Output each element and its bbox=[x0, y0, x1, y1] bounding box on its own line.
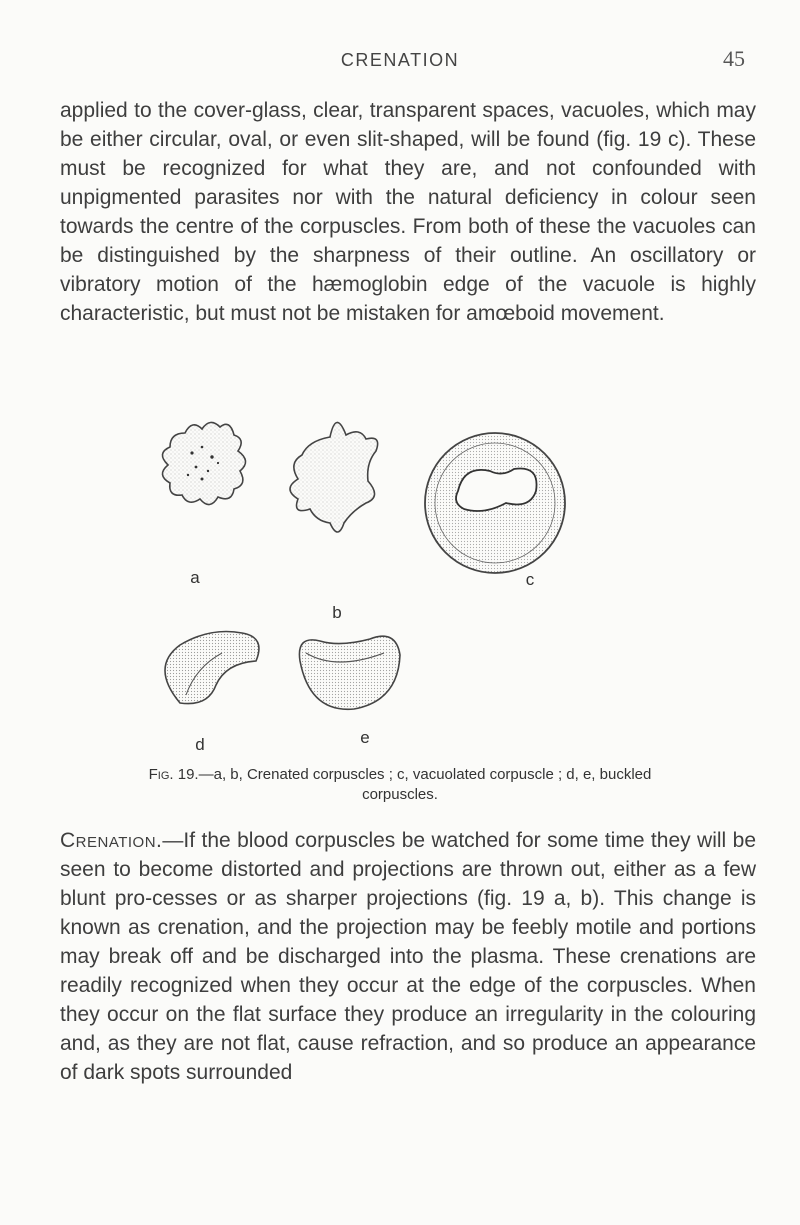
caption-figure-tag: Fig. 19. bbox=[148, 766, 199, 783]
caption-text: —a, b, Crenated corpuscles ; c, vacuolated corpuscle ; d, e, buckled corpuscles. bbox=[198, 766, 652, 803]
running-head: CRENATION bbox=[340, 50, 460, 70]
label-d: d bbox=[195, 735, 205, 754]
corpuscle-e-drawing bbox=[299, 636, 400, 709]
figure-19-drawing bbox=[130, 405, 670, 755]
page-number: 45 bbox=[723, 46, 745, 71]
corpuscle-a-drawing bbox=[162, 422, 245, 504]
paragraph-crenation-text: —If the blood corpuscles be watched for some time they will be seen to become distorted and projections are thrown out, either as a few blunt pro-cesses or as sharper projections (fig. 19 a, b). This change is known as crenation, and the projection may be feebly motile and portions may break off and be discharged into the plasma. These crenations are readily recognized when they occur at the edge of the corpuscles. When they occur on the flat surface they produce an irregularity in the colouring and, as they are not flat, cause refraction, and so produce an appearance of dark spots surrounded bbox=[60, 829, 756, 1084]
corpuscle-c-drawing bbox=[425, 433, 565, 573]
figure-caption bbox=[120, 765, 680, 805]
section-heading-crenation: Crenation. bbox=[60, 829, 163, 852]
paragraph-crenation bbox=[60, 826, 756, 1087]
figure-19 bbox=[130, 405, 670, 755]
label-b: b bbox=[332, 603, 342, 622]
paragraph-vacuoles: applied to the cover-glass, clear, transparent spaces, vacuoles, which may be either circular, oval, or even slit-shaped, will be found (fig. 19 c). These must be recognized for what they are, and not confounded with unpigmented parasites nor with the natural deficiency in colour seen towards the centre of the corpuscles. From both of these the vacuoles can be distinguished by the sharpness of their outline. An oscillatory or vibratory motion of the hæmoglobin edge of the vacuole is highly characteristic, but must not be mistaken for amœboid movement. bbox=[60, 99, 756, 325]
label-e: e bbox=[360, 728, 370, 747]
corpuscle-b-drawing bbox=[290, 422, 378, 532]
label-a: a bbox=[190, 568, 200, 587]
corpuscle-d-drawing bbox=[165, 632, 259, 704]
label-c: c bbox=[525, 570, 535, 589]
page-header bbox=[0, 40, 800, 80]
